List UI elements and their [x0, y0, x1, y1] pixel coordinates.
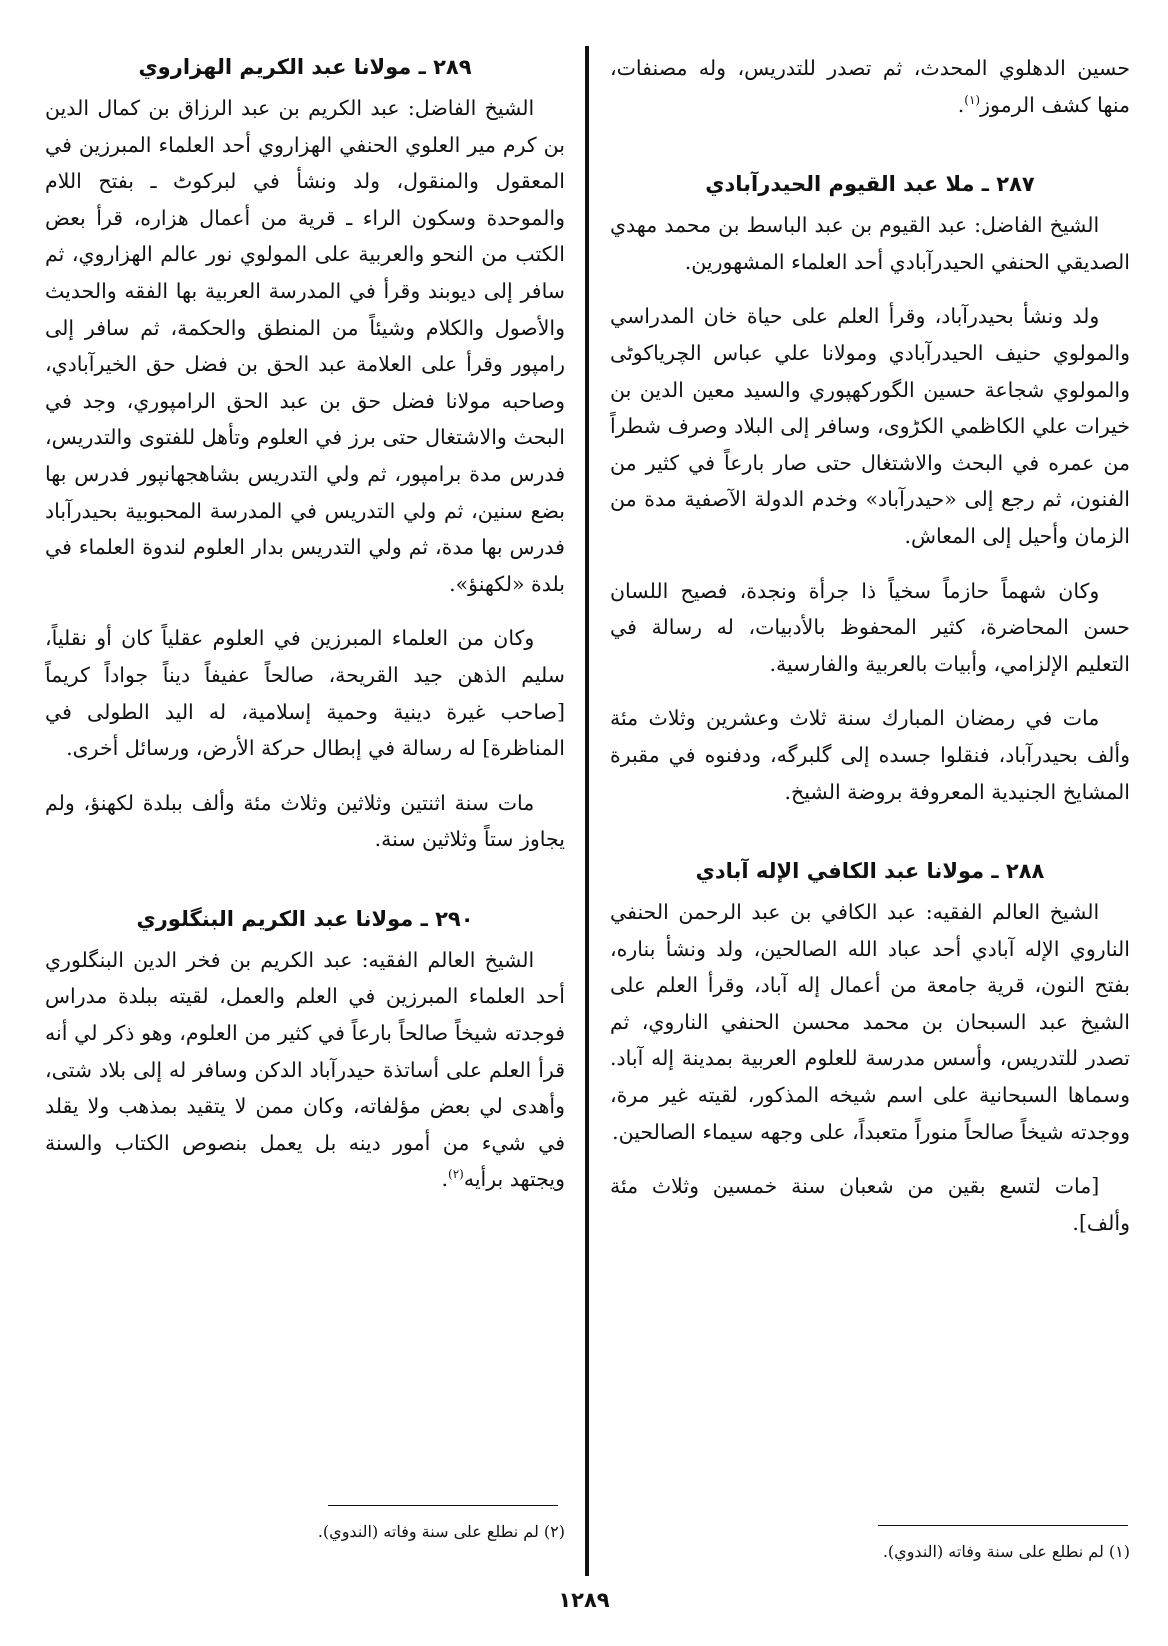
entry-288-paragraph-1: الشيخ العالم الفقيه: عبد الكافي بن عبد الرحمن الحنفي الناروي الإله آبادي أحد عباد الله الصالحين، ولد ونشأ بناره، بفتح النون، قرية جامعة من أعمال إله آباد، وقرأ العلم على الشيخ عبد السبحان بن محمد محسن الحنفي الناروي، ثم تصدر للتدريس، وأسس مدرسة للعلوم العربية بمدينة إله آباد. وسماها السبحانية على اسم شيخه المذكور، لقيته غير مرة، ووجدته شيخاً صالحاً منوراً متعبداً، على وجهه سيماء الصالحين. — [610, 900, 1130, 1144]
entry-287-heading: ٢٨٧ ـ ملا عبد القيوم الحيدرآبادي — [705, 172, 1035, 197]
footnote-2: (٢) لم نطلع على سنة وفاته (الندوي). — [317, 1522, 565, 1541]
entry-288-paragraph-2: [مات لتسع بقين من شعبان سنة خمسين وثلاث مئة وألف]. — [610, 1174, 1130, 1235]
right-column — [610, 50, 1130, 1259]
entry-289-heading: ٢٨٩ ـ مولانا عبد الكريم الهزاروي — [138, 55, 472, 79]
footnote-rule-right — [878, 1525, 1128, 1526]
entry-287-paragraph-4: مات في رمضان المبارك سنة ثلاث وعشرين وثلاث مئة وألف بحيدرآباد، فنقلوا جسده إلى گلبرگه، ودفنوه في مقبرة المشايخ الجنيدية المعروفة بروضة الشيخ. — [610, 706, 1130, 804]
footnote-1: (١) لم نطلع على سنة وفاته (الندوي). — [882, 1542, 1130, 1561]
column-divider — [585, 46, 589, 1576]
footnote-ref-1[interactable]: (١) — [964, 92, 981, 107]
entry-288-heading: ٢٨٨ ـ مولانا عبد الكافي الإله آبادي — [695, 859, 1045, 884]
entry-289-paragraph-2: وكان من العلماء المبرزين في العلوم عقلياً كان أو نقلياً، سليم الذهن جيد القريحة، صالحاً عفيفاً ديناً جواداً كريماً [صاحب غيرة دينية وحمية إسلامية، له اليد الطولى في المناظرة] له رسالة في إبطال حركة الأرض، ورسائل أخرى. — [45, 626, 565, 761]
entry-287-paragraph-1: الشيخ الفاضل: عبد القيوم بن عبد الباسط بن محمد مهدي الصديقي الحنفي الحيدرآبادي أحد العلماء المشهورين. — [610, 213, 1130, 274]
continuation-end: . — [957, 92, 965, 117]
left-column — [45, 50, 565, 1216]
entry-289-paragraph-3: مات سنة اثنتين وثلاثين وثلاث مئة وألف ببلدة لكهنؤ، ولم يجاوز ستاً وثلاثين سنة. — [45, 790, 565, 852]
entry-287-paragraph-3: وكان شهماً حازماً سخياً ذا جرأة ونجدة، فصيح اللسان حسن المحاضرة، كثير المحفوظ بالأدبيات، له رسالة في التعليم الإلزامي، وأبيات بالعربية والفارسية. — [610, 578, 1130, 676]
entry-289-paragraph-1: الشيخ الفاضل: عبد الكريم بن عبد الرزاق بن كمال الدين بن كرم مير العلوي الحنفي الهزاروي أحد العلماء المبرزين في المعقول والمنقول، ولد ونشأ في لبركوٹ ـ بفتح اللام والموحدة وسكون الراء ـ قرية من أعمال هزاره، قرأ بعض الكتب من النحو والعربية على المولوي نور عالم الهزاروي، ثم سافر إلى ديوبند وقرأ في المدرسة العربية بها الفقه والحديث والأصول والكلام وشيئاً من المنطق والحكمة، ثم سافر إلى رامپور وقرأ على العلامة عبد الحق بن فضل حق الخيرآبادي، وصاحبه مولانا فضل حق بن عبد الحق الرامپوري، وجد في البحث والاشتغال حتى برز في العلوم وتأهل للفتوى والتدريس، فدرس مدة برامپور، ثم ولي التدريس بشاهجهانپور فدرس بها بضع سنين، ثم ولي التدريس في المدرسة المحبوبية بحيدرآباد فدرس بها مدة، ثم ولي التدريس بدار العلوم لندوة العلماء في بلدة «لكهنؤ». — [45, 96, 565, 596]
entry-290-text: الشيخ العالم الفقيه: عبد الكريم بن فخر الدين البنگلوري أحد العلماء المبرزين في العلم والعمل، لقيته ببلدة مدراس فوجدته شيخاً صالحاً بارعاً في كثير من العلوم، وهو ذكر لي أنه قرأ العلم على أساتذة حيدرآباد الدكن وسافر له إلى بلاد شتى، وأهدى لي بعض مؤلفاته، وكان ممن لا يتقيد بمذهب ولا يقلد في شيء من أمور دينه بل يعمل بنصوص الكتاب والسنة ويجتهد برأيه — [45, 947, 565, 1192]
entry-290-heading: ٢٩٠ ـ مولانا عبد الكريم البنگلوري — [136, 906, 474, 931]
continuation-paragraph — [610, 50, 1130, 123]
entry-290-end: . — [441, 1167, 448, 1192]
continuation-text: حسين الدهلوي المحدث، ثم تصدر للتدريس، وله مصنفات، منها كشف الرموز — [610, 56, 1130, 117]
page-number: ١٢٨٩ — [558, 1588, 610, 1612]
entry-290-paragraph-1 — [45, 942, 565, 1198]
footnote-ref-2[interactable]: (٢) — [448, 1167, 464, 1182]
entry-287-paragraph-2: ولد ونشأ بحيدرآباد، وقرأ العلم على حياة خان المدراسي والمولوي حنيف الحيدرآبادي ومولانا علي عباس الچرياكوٹی والمولوي شجاعة حسين الگوركهپوري والسيد معين الدين بن خيرات علي الكاظمي الكڑوی، وسافر إلى البلاد وصرف شطراً من عمره في البحث والاشتغال حتى صار بارعاً في كثير من الفنون، ثم رجع إلى «حيدرآباد» وخدم الدولة الآصفية مدة من الزمان وأحيل إلى المعاش. — [610, 304, 1130, 548]
footnote-rule-left — [328, 1505, 558, 1506]
